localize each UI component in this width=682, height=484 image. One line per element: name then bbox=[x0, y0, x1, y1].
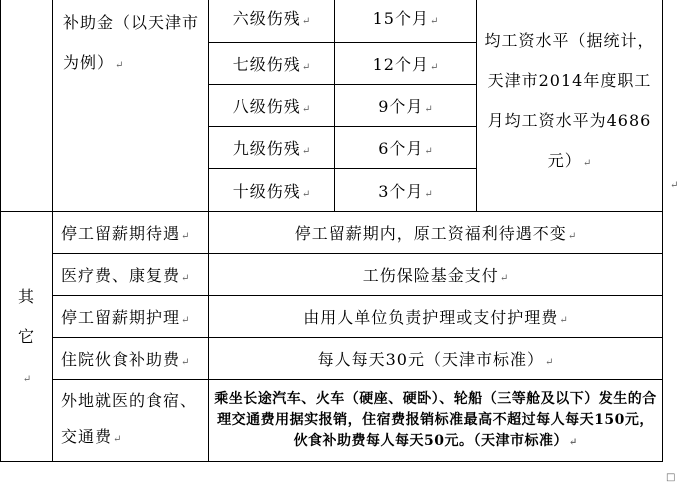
disability-level-cell: 六级伤残↵ bbox=[209, 0, 335, 43]
content-cell: 停工留薪期内，原工资福利待遇不变↵ bbox=[209, 212, 663, 254]
content-cell: 工伤保险基金支付↵ bbox=[209, 254, 663, 296]
months-cell: 15个月↵ bbox=[335, 0, 477, 43]
item-cell: 住院伙食补助费↵ bbox=[53, 338, 209, 380]
disability-level-cell: 七级伤残↵ bbox=[209, 43, 335, 85]
other-label: 其它 bbox=[17, 287, 35, 346]
item-cell: 外地就医的食宿、交通费↵ bbox=[53, 380, 209, 462]
content-cell: 每人每天30元（天津市标准）↵ bbox=[209, 338, 663, 380]
cell-end-mark: ↵ bbox=[670, 180, 679, 191]
disability-level-cell: 十级伤残↵ bbox=[209, 169, 335, 212]
months-cell: 6个月↵ bbox=[335, 127, 477, 169]
table-row bbox=[1, 0, 663, 43]
table-row bbox=[1, 212, 663, 254]
table-row bbox=[1, 338, 663, 380]
item-cell: 停工留薪期护理↵ bbox=[53, 296, 209, 338]
subsidy-label: 补助金（以天津市为例） bbox=[63, 13, 200, 72]
item-cell: 停工留薪期待遇↵ bbox=[53, 212, 209, 254]
item-cell: 医疗费、康复费↵ bbox=[53, 254, 209, 296]
wage-note: 均工资水平（据统计，天津市2014年度职工月均工资水平为4686元） bbox=[484, 30, 655, 170]
wage-note-cell: 均工资水平（据统计，天津市2014年度职工月均工资水平为4686元）↵ bbox=[477, 0, 663, 212]
months-cell: 3个月↵ bbox=[335, 169, 477, 212]
table-row bbox=[1, 254, 663, 296]
content-cell: 乘坐长途汽车、火车（硬座、硬卧）、轮船（三等舱及以下）发生的合理交通费用据实报销，住宿费报销标准最高不超过每人每天150元，伙食补助费每人每天50元。（天津市标准）↵ bbox=[209, 380, 663, 462]
content-cell: 由用人单位负责护理或支付护理费↵ bbox=[209, 296, 663, 338]
blank-category-cell bbox=[1, 0, 53, 212]
disability-level-cell: 八级伤残↵ bbox=[209, 85, 335, 127]
subsidy-label-cell: 补助金（以天津市为例）↵ bbox=[53, 0, 209, 212]
table-row bbox=[1, 296, 663, 338]
other-category-cell: 其它↵ bbox=[1, 212, 53, 462]
table-row bbox=[1, 380, 663, 462]
table-end-mark: □ bbox=[666, 472, 676, 483]
months-cell: 9个月↵ bbox=[335, 85, 477, 127]
disability-level-cell: 九级伤残↵ bbox=[209, 127, 335, 169]
months-cell: 12个月↵ bbox=[335, 43, 477, 85]
